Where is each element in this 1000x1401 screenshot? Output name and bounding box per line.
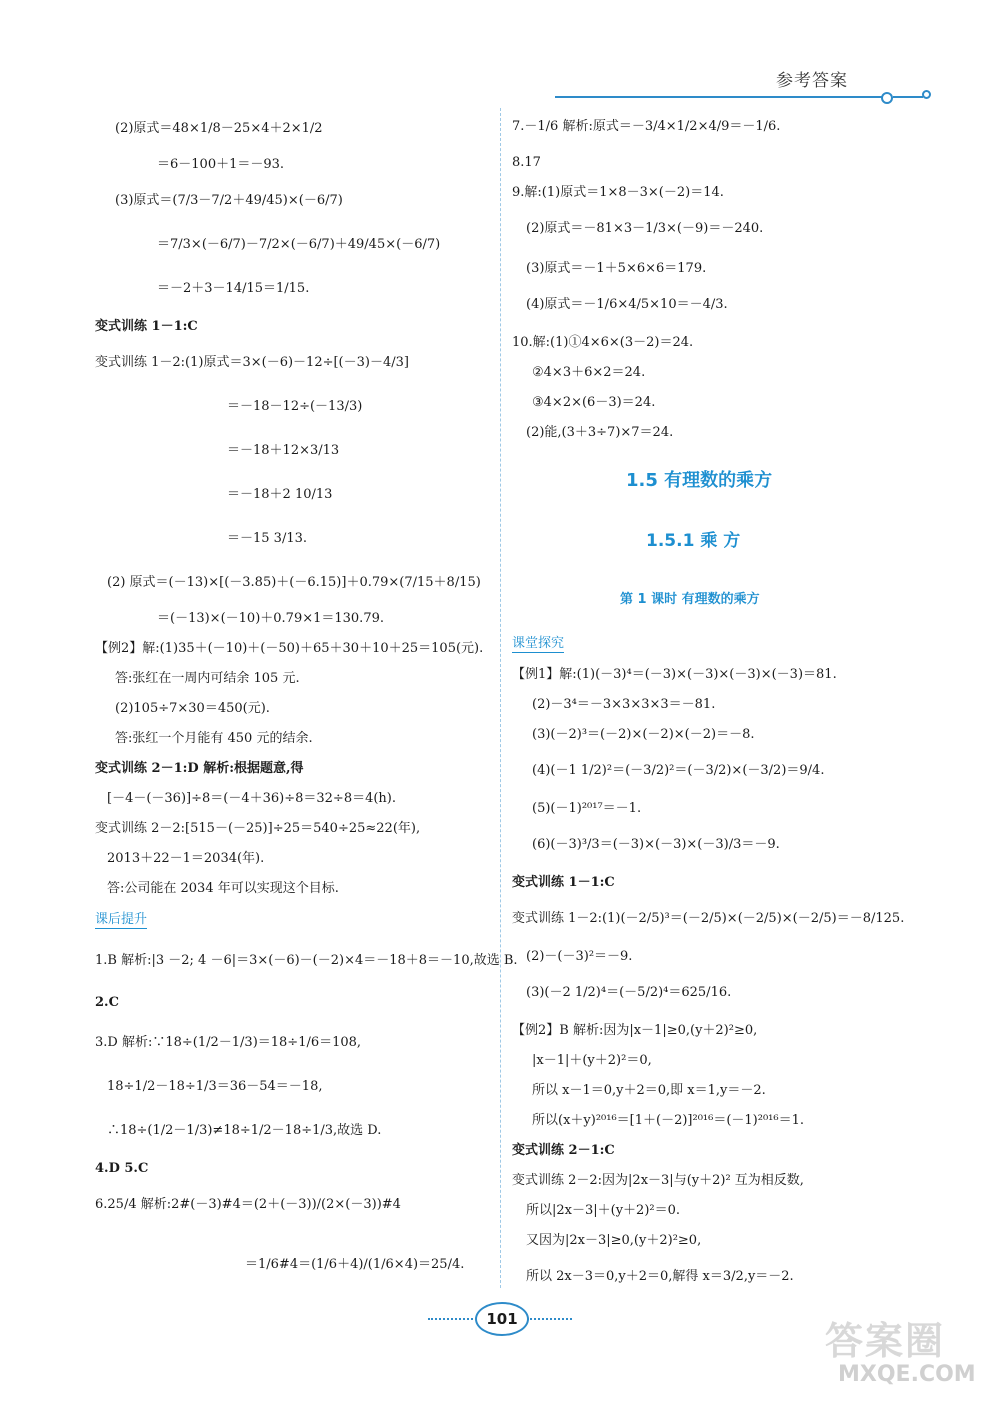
answer-line: 变式训练 2－2:[515－(－25)]÷25＝540÷25≈22(年), — [95, 821, 421, 836]
answer-line: (2)原式＝－81×3－1/3×(－9)＝－240. — [526, 221, 764, 236]
answer-line: 所以 x－1＝0,y＋2＝0,即 x＝1,y＝－2. — [532, 1083, 766, 1098]
answer-line: ＝－18＋2 10/13 — [227, 487, 333, 502]
answer-line: 4.D 5.C — [95, 1161, 149, 1176]
answer-line: ＝(－13)×(－10)＋0.79×1＝130.79. — [157, 611, 384, 626]
footer-rule-right — [527, 1318, 572, 1320]
answer-line: (2) 原式＝(－13)×[(－3.85)＋(－6.15)]＋0.79×(7/15＋8/15) — [107, 575, 481, 590]
answer-line: ＝－2＋3－14/15＝1/15. — [157, 281, 310, 296]
answer-line: 变式训练 1－1:C — [512, 875, 615, 890]
header-rule-tail — [893, 96, 923, 98]
footer-rule-left — [428, 1318, 473, 1320]
answer-line: 变式训练 1－2:(1)原式＝3×(－6)－12÷[(－3)－4/3] — [95, 355, 409, 370]
page-number: 101 — [475, 1302, 529, 1336]
answer-line: (2)105÷7×30＝450(元). — [115, 701, 270, 716]
answer-line: (2)－3⁴＝－3×3×3×3＝－81. — [532, 697, 716, 712]
answer-line: 所以|2x－3|＋(y＋2)²＝0. — [526, 1203, 681, 1218]
answer-line: (3)原式＝(7/3－7/2＋49/45)×(－6/7) — [115, 193, 343, 208]
answer-line: (2)－(－3)²＝－9. — [526, 949, 633, 964]
answer-line: 变式训练 1－1:C — [95, 319, 198, 334]
answer-line: 2013＋22－1＝2034(年). — [107, 851, 265, 866]
answer-line: (5)(－1)²⁰¹⁷＝－1. — [532, 801, 642, 816]
answer-line: ＝－15 3/13. — [227, 531, 307, 546]
answer-line: 答:张红在一周内可结余 105 元. — [115, 671, 300, 686]
answer-line: 变式训练 2－1:C — [512, 1143, 615, 1158]
answer-line: 【例1】解:(1)(－3)⁴＝(－3)×(－3)×(－3)×(－3)＝81. — [512, 667, 837, 682]
answer-line: (4)(－1 1/2)²＝(－3/2)²＝(－3/2)×(－3/2)＝9/4. — [532, 763, 825, 778]
answer-line: (3)(－2)³＝(－2)×(－2)×(－2)＝－8. — [532, 727, 755, 742]
answer-line: [－4－(－36)]÷8＝(－4＋36)÷8＝32÷8＝4(h). — [107, 791, 397, 806]
header-rule — [555, 96, 885, 98]
header-title: 参考答案 — [776, 71, 848, 91]
answer-line: 变式训练 1－2:(1)(－2/5)³＝(－2/5)×(－2/5)×(－2/5)＝－8/125. — [512, 911, 905, 926]
answer-line: 8.17 — [512, 155, 541, 170]
answer-line: (2)能,(3＋3÷7)×7＝24. — [526, 425, 674, 440]
answer-line: (4)原式＝－1/6×4/5×10＝－4/3. — [526, 297, 728, 312]
column-divider — [500, 108, 501, 1288]
answer-line: 9.解:(1)原式＝1×8－3×(－2)＝14. — [512, 185, 724, 200]
answer-line: (3)原式＝－1＋5×6×6＝179. — [526, 261, 707, 276]
answer-line: 【例2】B 解析:因为|x－1|≥0,(y＋2)²≥0, — [512, 1023, 758, 1038]
watermark-logo: 答案圈 — [825, 1319, 946, 1363]
answer-line: ＝－18＋12×3/13 — [227, 443, 340, 458]
section-tag: 课堂探究 — [512, 632, 564, 653]
answer-line: 3.D 解析:∵18÷(1/2－1/3)＝18÷1/6＝108, — [95, 1035, 362, 1050]
answer-line: 答:张红一个月能有 450 元的结余. — [115, 731, 313, 746]
answer-line: ②4×3＋6×2＝24. — [532, 365, 646, 380]
answer-line: ∴18÷(1/2－1/3)≠18÷1/2－18÷1/3,故选 D. — [107, 1123, 382, 1138]
answer-line: (2)原式＝48×1/8－25×4＋2×1/2 — [115, 121, 323, 136]
answer-line: 6.25/4 解析:2#(－3)#4＝(2＋(－3))/(2×(－3))#4 — [95, 1197, 401, 1212]
answer-line: 10.解:(1)①4×6×(3－2)＝24. — [512, 335, 694, 350]
answer-line: 【例2】解:(1)35＋(－10)＋(－50)＋65＋30＋10＋25＝105(元). — [95, 641, 484, 656]
answer-line: 1.B 解析:|3 －2; 4 －6|＝3×(－6)－(－2)×4＝－18＋8＝－10,故选 B. — [95, 953, 518, 968]
answer-line: 答:公司能在 2034 年可以实现这个目标. — [107, 881, 339, 896]
answer-line: 所以(x＋y)²⁰¹⁶＝[1＋(－2)]²⁰¹⁶＝(－1)²⁰¹⁶＝1. — [532, 1113, 805, 1128]
answer-line: (6)(－3)³/3＝(－3)×(－3)×(－3)/3＝－9. — [532, 837, 780, 852]
answer-line: 2.C — [95, 995, 119, 1010]
section-title: 1.5 有理数的乘方 — [626, 470, 773, 491]
section-tag: 课后提升 — [95, 908, 147, 929]
answer-line: ＝－18－12÷(－13/3) — [227, 399, 363, 414]
watermark-url: MXQE.COM — [838, 1362, 976, 1387]
answer-line: (3)(－2 1/2)⁴＝(－5/2)⁴＝625/16. — [526, 985, 732, 1000]
answer-line: |x－1|＋(y＋2)²＝0, — [532, 1053, 652, 1068]
answer-line: 又因为|2x－3|≥0,(y＋2)²≥0, — [526, 1233, 702, 1248]
answer-line: ＝1/6#4＝(1/6＋4)/(1/6×4)＝25/4. — [245, 1257, 465, 1272]
answer-line: 变式训练 2－1:D 解析:根据题意,得 — [95, 761, 304, 776]
answer-line: 18÷1/2－18÷1/3＝36－54＝－18, — [107, 1079, 323, 1094]
answer-line: ＝6－100＋1＝－93. — [157, 157, 285, 172]
header-dot-icon — [881, 92, 893, 104]
answer-line: 所以 2x－3＝0,y＋2＝0,解得 x＝3/2,y＝－2. — [526, 1269, 794, 1284]
answer-line: 变式训练 2－2:因为|2x－3|与(y＋2)² 互为相反数, — [512, 1173, 804, 1188]
answer-line: ＝7/3×(－6/7)－7/2×(－6/7)＋49/45×(－6/7) — [157, 237, 441, 252]
header-dot-icon — [922, 90, 931, 99]
lesson-title: 第 1 课时 有理数的乘方 — [620, 592, 760, 607]
subsection-title: 1.5.1 乘 方 — [646, 531, 741, 551]
answer-line: 7.－1/6 解析:原式＝－3/4×1/2×4/9＝－1/6. — [512, 119, 781, 134]
answer-line: ③4×2×(6－3)＝24. — [532, 395, 656, 410]
